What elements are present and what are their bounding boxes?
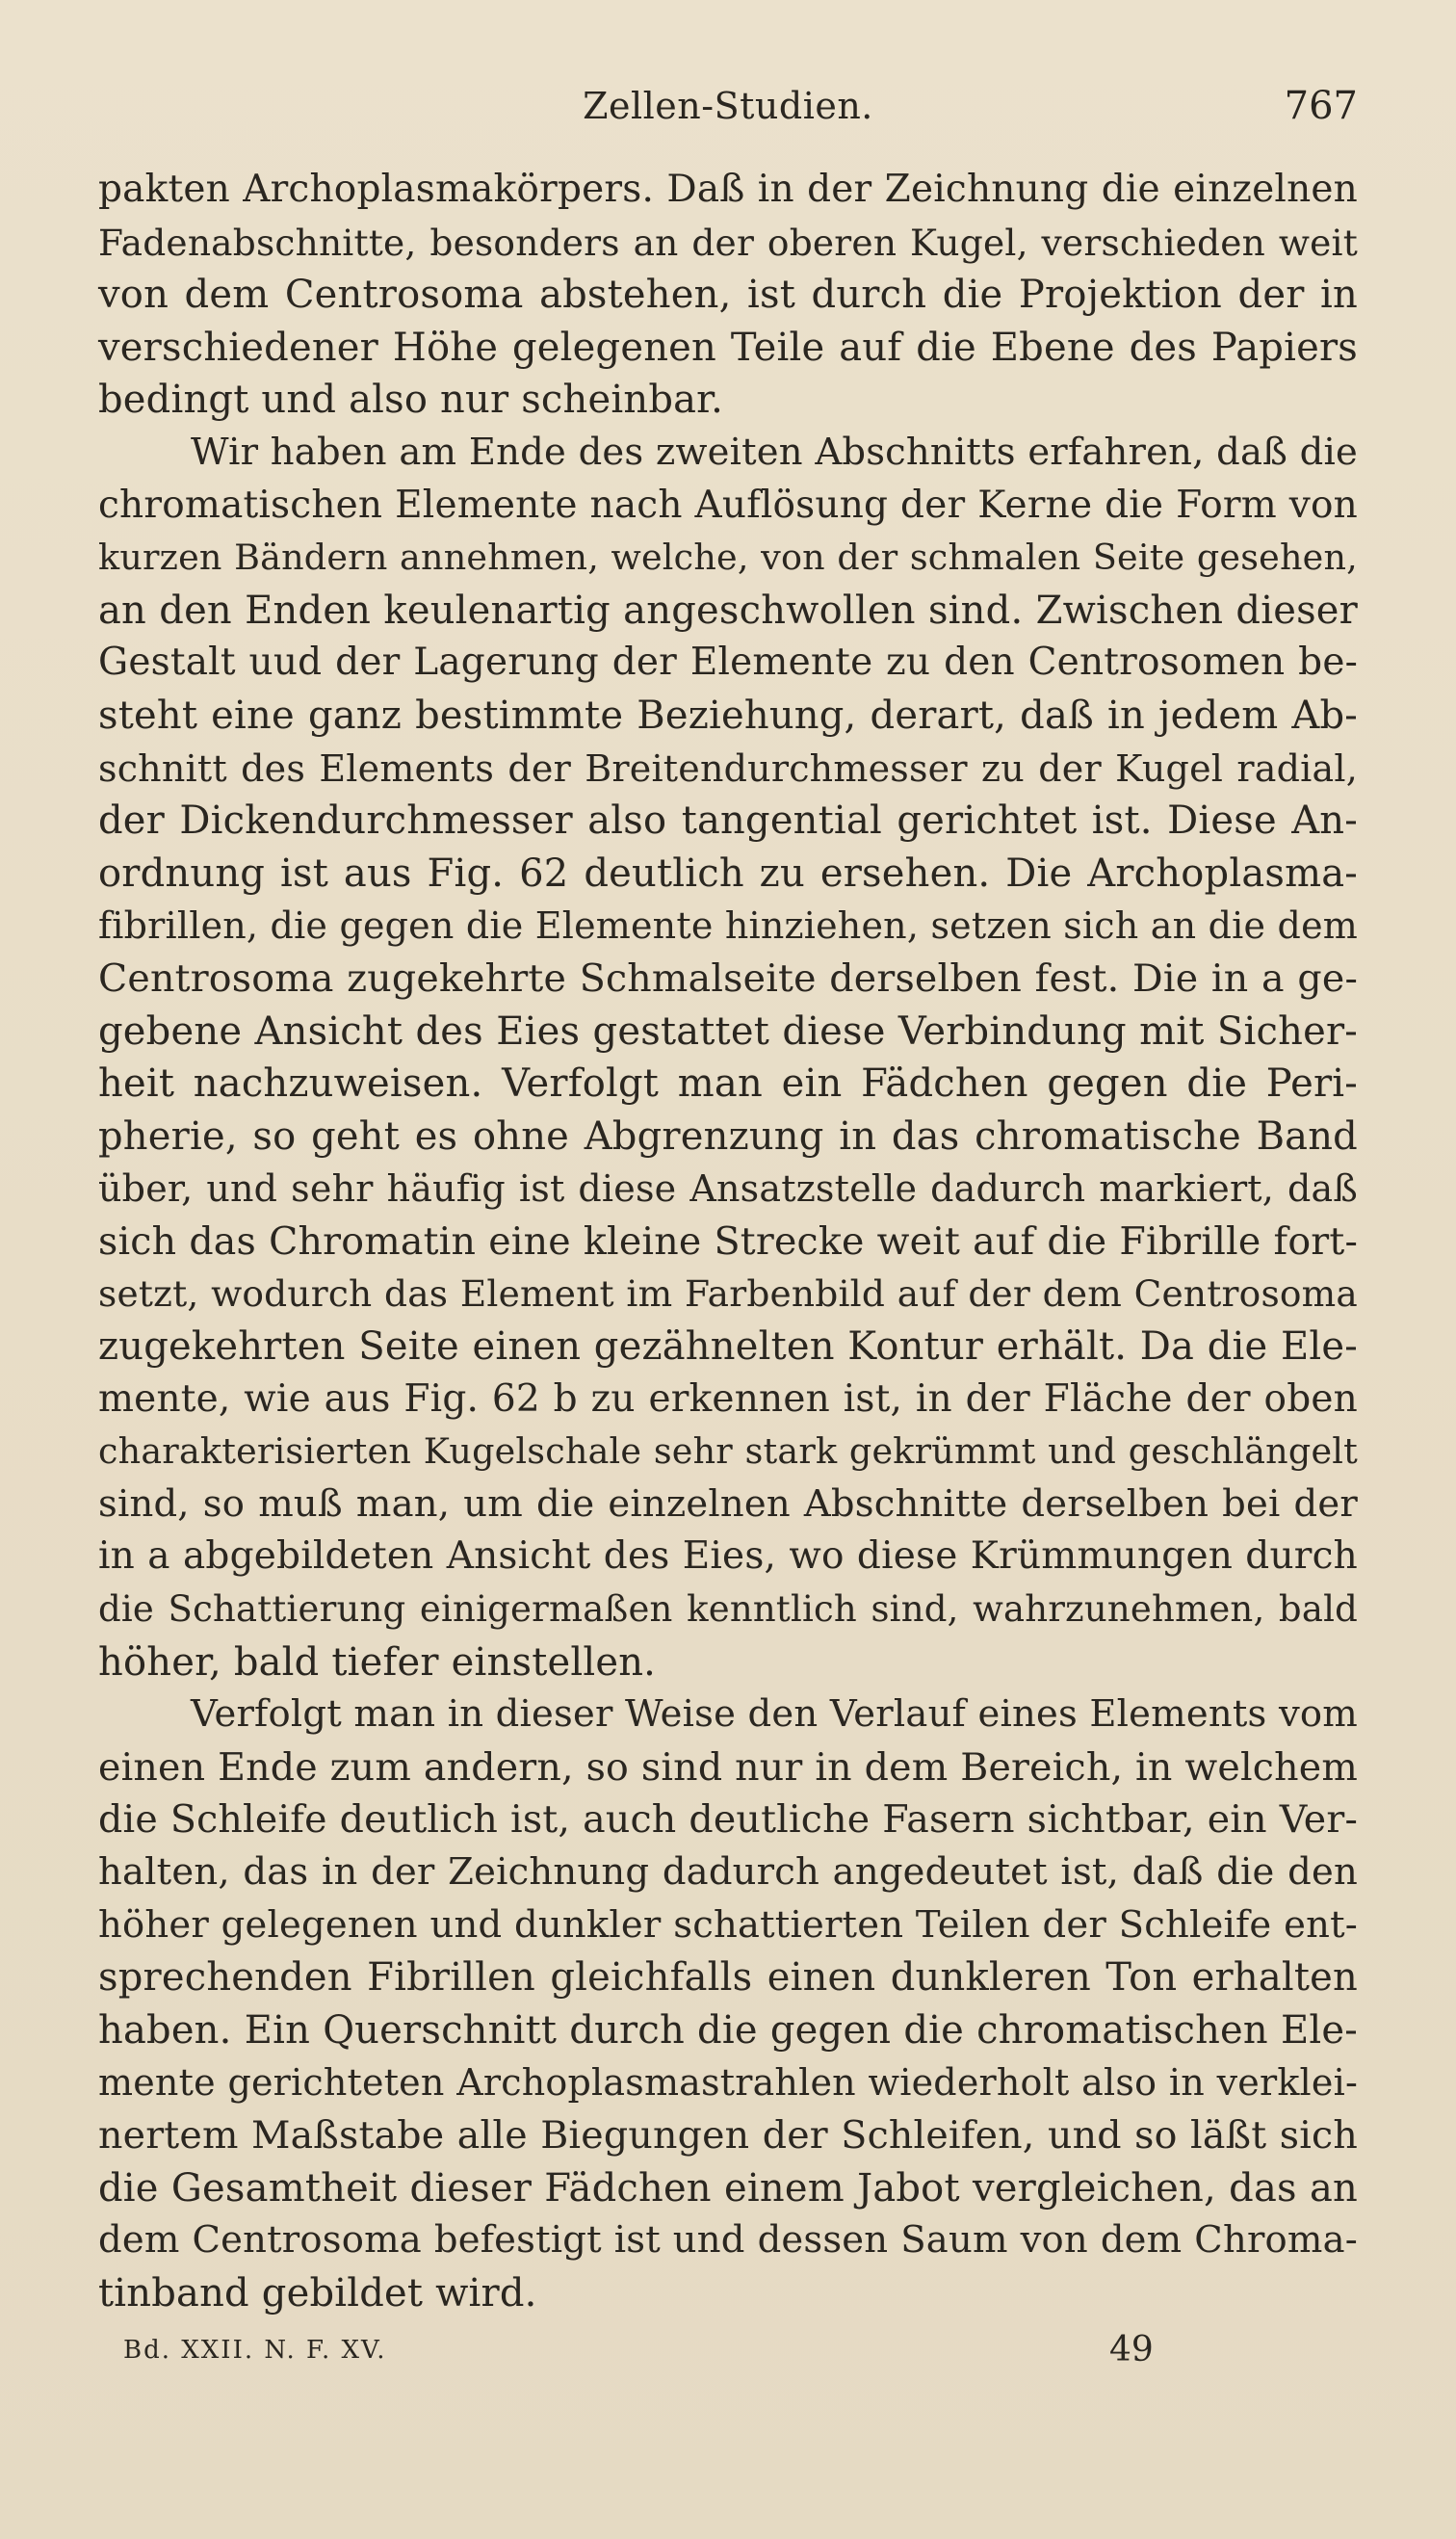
text-line: Centrosoma zugekehrte Schmalseite derselben fest. Die in a ge- xyxy=(98,955,1358,1001)
text-line: haben. Ein Querschnitt durch die gegen die chromatischen Ele- xyxy=(98,2007,1358,2053)
text-line: in a abgebildeten Ansicht des Eies, wo diese Krümmungen durch xyxy=(98,1534,1358,1579)
text-line: halten, das in der Zeichnung dadurch angedeutet ist, daß die den xyxy=(98,1850,1358,1894)
text-line: höher gelegenen und dunkler schattierten Teilen der Schleife ent- xyxy=(98,1902,1358,1947)
text-line: kurzen Bändern annehmen, welche, von der schmalen Seite gesehen, xyxy=(98,537,1358,579)
text-line: pherie, so geht es ohne Abgrenzung in das chromatische Band xyxy=(98,1113,1358,1159)
text-line: die Gesamtheit dieser Fädchen einem Jabot vergleichen, das an xyxy=(98,2165,1358,2211)
text-line: mente gerichteten Archoplasmastrahlen wiederholt also in verklei- xyxy=(98,2061,1358,2105)
body-text xyxy=(98,164,1358,2319)
text-line: zugekehrten Seite einen gezähnelten Kontur erhält. Da die Ele- xyxy=(98,1324,1358,1370)
sheet-number: 49 xyxy=(1109,2330,1154,2369)
text-line: die Schleife deutlich ist, auch deutliche Fasern sichtbar, ein Ver- xyxy=(98,1797,1358,1843)
text-line: gebene Ansicht des Eies gestattet diese Verbindung mit Sicher- xyxy=(98,1008,1358,1054)
text-line: die Schattierung einigermaßen kenntlich sind, wahrzunehmen, bald xyxy=(98,1588,1358,1631)
paragraph xyxy=(98,427,1358,1688)
text-line: setzt, wodurch das Element im Farbenbild auf der dem Centrosoma xyxy=(98,1272,1358,1316)
text-line: tinband gebildet wird. xyxy=(98,2270,537,2316)
text-line: charakterisierten Kugelschale sehr stark gekrümmt und geschlängelt xyxy=(98,1430,1358,1473)
text-line: einen Ende zum andern, so sind nur in dem Bereich, in welchem xyxy=(98,1744,1358,1790)
text-line: fibrillen, die gegen die Elemente hinziehen, setzen sich an die dem xyxy=(98,904,1358,948)
text-line: dem Centrosoma befestigt ist und dessen Saum von dem Chroma- xyxy=(98,2218,1358,2263)
text-line: von dem Centrosoma abstehen, ist durch die Projektion der in xyxy=(98,273,1358,318)
text-line: Verfolgt man in dieser Weise den Verlauf eines Elements vom xyxy=(191,1692,1358,1737)
text-line: Fadenabschnitte, besonders an der oberen Kugel, verschieden weit xyxy=(98,221,1358,264)
text-line: bedingt und also nur scheinbar. xyxy=(98,378,724,423)
text-line: sprechenden Fibrillen gleichfalls einen dunkleren Ton erhalten xyxy=(98,1955,1358,2001)
text-line: über, und sehr häufig ist diese Ansatzstelle dadurch markiert, daß xyxy=(98,1167,1358,1211)
text-line: nertem Maßstabe alle Biegungen der Schleifen, und so läßt sich xyxy=(98,2112,1358,2158)
text-line: steht eine ganz bestimmte Beziehung, derart, daß in jedem Ab- xyxy=(98,693,1358,738)
text-line: sind, so muß man, um die einzelnen Abschnitte derselben bei der xyxy=(98,1481,1358,1526)
running-title: Zellen-Studien. xyxy=(583,85,873,127)
text-line: Wir haben am Ende des zweiten Abschnitts erfahren, daß die xyxy=(191,430,1358,474)
text-line: pakten Archoplasmakörpers. Daß in der Zeichnung die einzelnen xyxy=(98,168,1358,211)
text-line: Gestalt uud der Lagerung der Elemente zu den Centrosomen be- xyxy=(98,641,1358,685)
text-line: sich das Chromatin eine kleine Strecke weit auf die Fibrille fort- xyxy=(98,1218,1358,1264)
volume-signature: Bd. XXII. N. F. XV. xyxy=(123,2336,387,2365)
text-line: ordnung ist aus Fig. 62 deutlich zu ersehen. Die Archoplasma- xyxy=(98,851,1358,896)
text-line: an den Enden keulenartig angeschwollen sind. Zwischen dieser xyxy=(98,588,1358,633)
text-line: der Dickendurchmesser also tangential gerichtet ist. Diese An- xyxy=(98,798,1358,844)
text-line: heit nachzuweisen. Verfolgt man ein Fädchen gegen die Peri- xyxy=(98,1061,1358,1107)
page-footer xyxy=(98,2326,1358,2374)
text-line: verschiedener Höhe gelegenen Teile auf die Ebene des Papiers xyxy=(98,325,1358,370)
text-line: höher, bald tiefer einstellen. xyxy=(98,1639,657,1685)
paragraph xyxy=(98,164,1358,427)
text-line: chromatischen Elemente nach Auflösung der Kerne die Form von xyxy=(98,483,1358,527)
text-line: schnitt des Elements der Breitendurchmesser zu der Kugel radial, xyxy=(98,746,1358,790)
running-head xyxy=(98,77,1358,135)
text-line: mente, wie aus Fig. 62 b zu erkennen ist, in der Fläche der oben xyxy=(98,1376,1358,1421)
paragraph xyxy=(98,1688,1358,2319)
page-number: 767 xyxy=(1284,84,1358,128)
